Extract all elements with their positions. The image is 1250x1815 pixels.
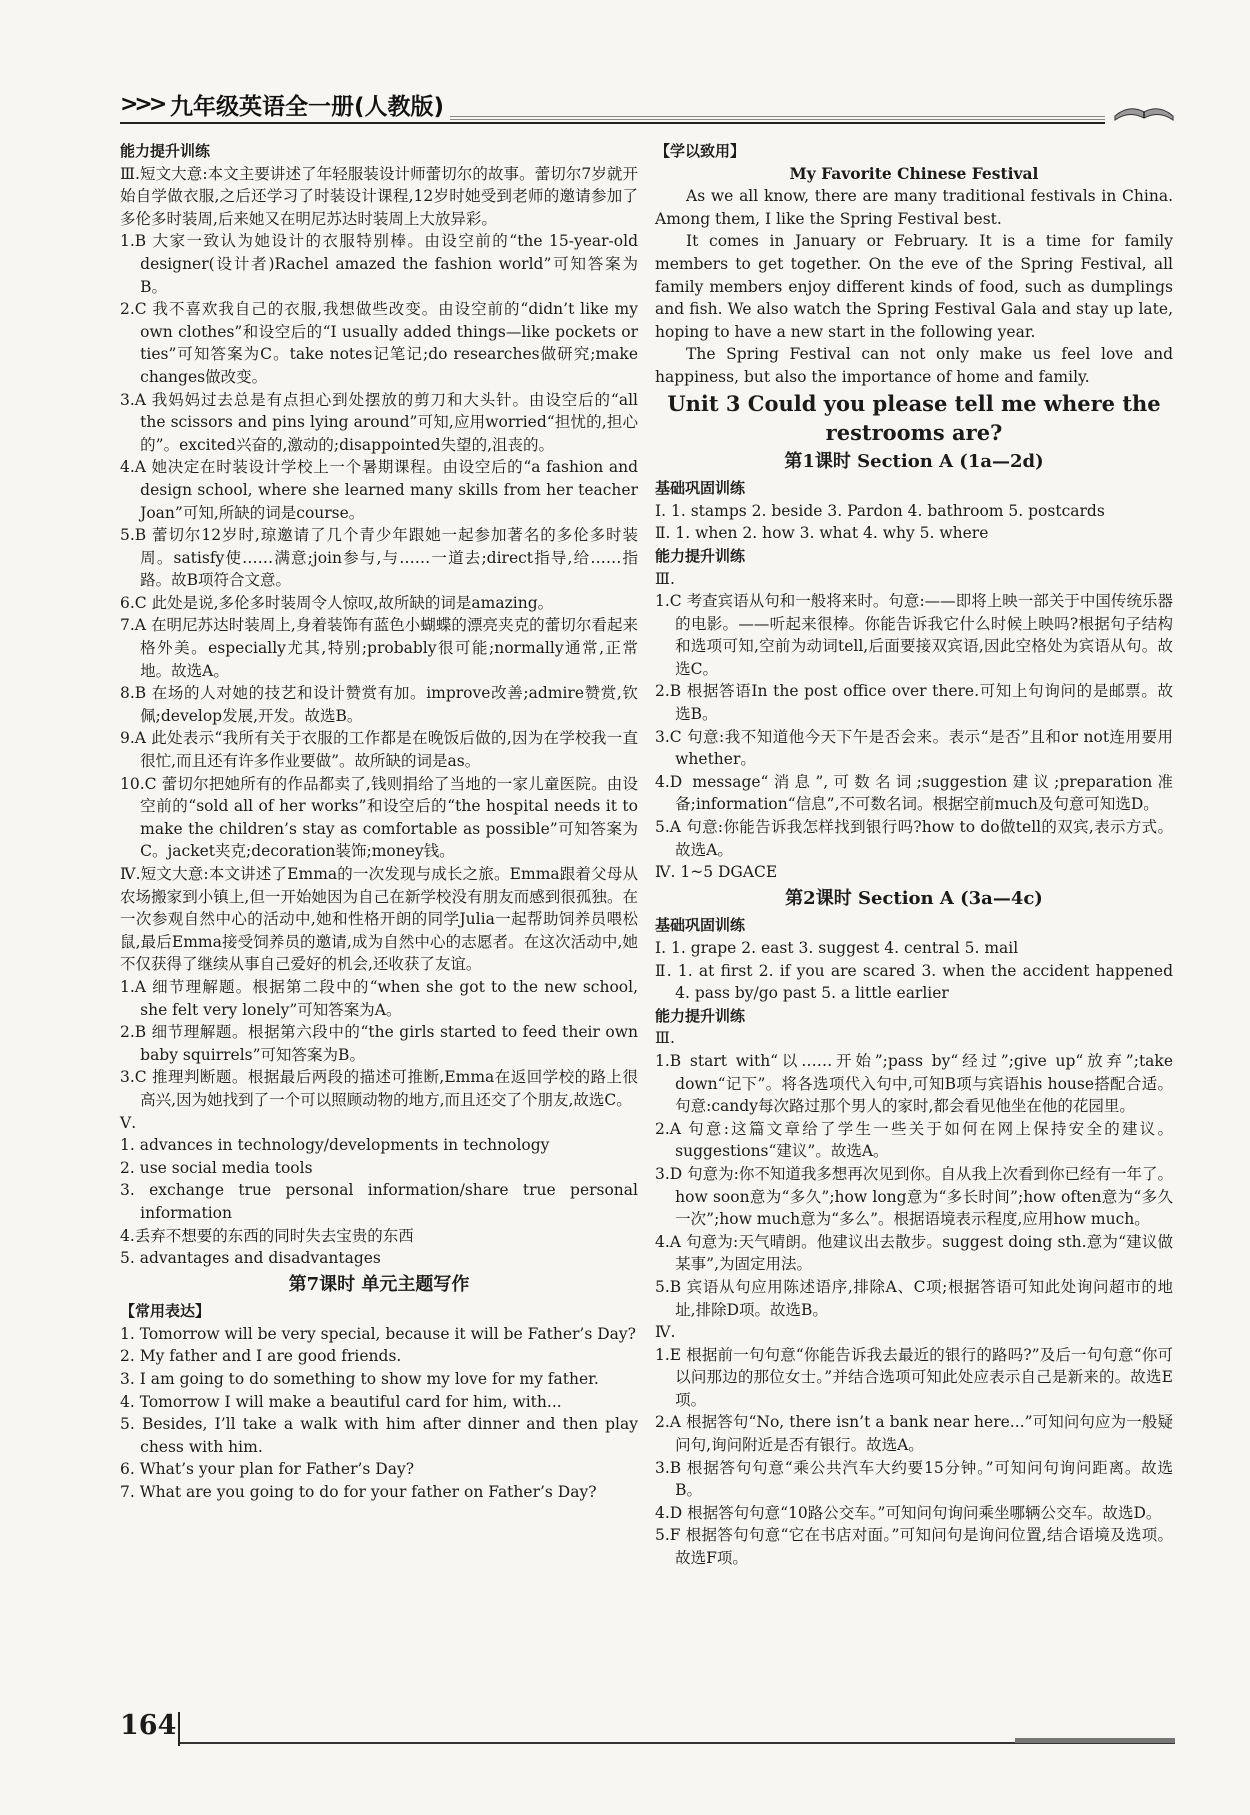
right-paragraph: 能力提升训练	[655, 546, 746, 565]
right-paragraph: 能力提升训练	[655, 1006, 746, 1025]
header-rule	[120, 122, 1105, 124]
left-paragraph: 6. What’s your plan for Father’s Day?	[120, 1460, 415, 1479]
page-footer	[120, 1710, 1175, 1750]
right-paragraph: Ⅱ. 1. at first 2. if you are scared 3. when the accident happened 4. pass by/go past 5. a little earlier	[655, 961, 1173, 1003]
left-column	[120, 140, 638, 1504]
right-paragraph: 第2课时 Section A (3a—4c)	[785, 887, 1043, 909]
right-paragraph: As we all know, there are many traditional festivals in China. Among them, I like the Spring Festival best.	[655, 187, 1173, 228]
left-paragraph: 5. Besides, I’ll take a walk with him after dinner and then play chess with him.	[120, 1415, 638, 1456]
book-title: 九年级英语全一册(人教版)	[170, 94, 445, 120]
right-paragraph: Ⅰ. 1. stamps 2. beside 3. Pardon 4. bathroom 5. postcards	[655, 501, 1105, 520]
left-paragraph: 5.B 蕾切尔12岁时,琼邀请了几个青少年跟她一起参加著名的多伦多时装周。satisfy使……满意;join参与,与……一道去;direct指导,给……指路。故B项符合文意。	[120, 526, 638, 590]
left-paragraph: 1.B 大家一致认为她设计的衣服特别棒。由设空前的“the 15-year-old designer(设计者)Rachel amazed the fashion world”可知答案为B。	[120, 232, 638, 296]
right-paragraph: 3.D 句意为:你不知道我多想再次见到你。自从我上次看到你已经有一年了。how soon意为“多久”;how long意为“多长时间”;how often意为“多久一次”;how much意为“多么”。根据语境表示程度,应用how much。	[655, 1164, 1173, 1229]
left-paragraph: 7. What are you going to do for your father on Father’s Day?	[120, 1483, 597, 1502]
left-paragraph: 【常用表达】	[120, 1302, 211, 1321]
chevrons-icon: >>>	[120, 92, 164, 117]
left-paragraph: 2.C 我不喜欢我自己的衣服,我想做些改变。由设空前的“didn’t like my own clothes”和设空后的“I usually added things—like pockets or ties”可知答案为C。take notes记笔记;do researches做研究;make changes做改变。	[120, 300, 638, 386]
right-paragraph: 3.C 句意:我不知道他今天下午是否会来。表示“是否”且和or not连用要用whether。	[655, 727, 1173, 769]
right-paragraph: 1.E 根据前一句句意“你能告诉我去最近的银行的路吗?”及后一句句意“你可以问那边的那位女士。”并结合选项可知此处应表示自己是新来的。故选E项。	[655, 1345, 1173, 1409]
left-paragraph: 2. use social media tools	[120, 1158, 313, 1177]
left-paragraph: 4.丢弃不想要的东西的同时失去宝贵的东西	[120, 1226, 414, 1245]
left-paragraph: 3. I am going to do something to show my love for my father.	[120, 1370, 599, 1389]
left-paragraph: 4. Tomorrow I will make a beautiful card for him, with...	[120, 1392, 562, 1411]
left-paragraph: 3.C 推理判断题。根据最后两段的描述可推断,Emma在返回学校的路上很高兴,因为她找到了一个可以照顾动物的地方,而且还交了个朋友,故选C。	[120, 1068, 638, 1109]
right-paragraph: 2.A 句意:这篇文章给了学生一些关于如何在网上保持安全的建议。suggestions“建议”。故选A。	[655, 1119, 1173, 1161]
right-paragraph: Ⅰ. 1. grape 2. east 3. suggest 4. central 5. mail	[655, 939, 1019, 957]
right-paragraph: Ⅲ.	[655, 569, 675, 588]
left-paragraph: 能力提升训练	[120, 142, 211, 160]
right-paragraph: 2.A 根据答句“No, there isn’t a bank near here...”可知问句应为一般疑问句,询问附近是否有银行。故选A。	[655, 1413, 1173, 1455]
right-paragraph: It comes in January or February. It is a time for family members to get together. On the eve of the Spring Festival, all family members enjoy different kinds of food, such as dumplings and fish. We also watch the Spring Festival Gala and stay up late, hoping to have a new start in the following year.	[655, 232, 1173, 341]
left-paragraph: 6.C 此处是说,多伦多时装周令人惊叹,故所缺的词是amazing。	[120, 593, 554, 612]
left-paragraph: Ⅲ.短文大意:本文主要讲述了年轻服装设计师蕾切尔的故事。蕾切尔7岁就开始自学做衣服,之后还学习了时装设计课程,12岁时她受到老师的邀请参加了多伦多时装周,后来她又在明尼苏达时装周上大放异彩。	[120, 164, 638, 228]
right-paragraph: 基础巩固训练	[655, 916, 746, 935]
right-paragraph: The Spring Festival can not only make us feel love and happiness, but also the importance of home and family.	[655, 345, 1173, 386]
header-rule-double	[450, 116, 1105, 120]
right-paragraph: My Favorite Chinese Festival	[789, 163, 1039, 183]
right-paragraph: 1.C 考查宾语从句和一般将来时。句意:——即将上映一部关于中国传统乐器的电影。——听起来很棒。你能告诉我它什么时候上映吗?根据句子结构和选项可知,空前为动词tell,后面要接双宾语,因此空格处为宾语从句。故选C。	[655, 592, 1173, 678]
left-paragraph: 1. advances in technology/developments in technology	[120, 1136, 550, 1155]
footer-rule-thick	[1015, 1738, 1175, 1743]
left-paragraph: Ⅴ.	[120, 1113, 137, 1132]
page-number: 164	[120, 1710, 177, 1741]
right-paragraph: 4.D message“消息”,可数名词;suggestion建议;preparation准备;information“信息”,不可数名词。根据空前much及句意可知选D。	[655, 772, 1173, 814]
right-paragraph: Ⅱ. 1. when 2. how 3. what 4. why 5. where	[655, 524, 989, 543]
right-paragraph: 4.A 句意为:天气晴朗。他建议出去散步。suggest doing sth.意为“建议做某事”,为固定用法。	[655, 1232, 1173, 1274]
right-paragraph: 4.D 根据答句句意“10路公交车。”可知问句询问乘坐哪辆公交车。故选D。	[655, 1503, 1162, 1522]
left-paragraph: 第7课时 单元主题写作	[288, 1273, 470, 1295]
left-paragraph: 5. advantages and disadvantages	[120, 1249, 381, 1268]
left-paragraph: 7.A 在明尼苏达时装周上,身着装饰有蓝色小蝴蝶的漂亮夹克的蕾切尔看起来格外美。especially尤其,特别;probably很可能;normally通常,正常地。故选A。	[120, 616, 638, 680]
right-paragraph: 1.B start with“以……开始”;pass by“经过”;give up“放弃”;take down“记下”。将各选项代入句中,可知B项与宾语his house搭配合适。句意:candy每次路过那个男人的家时,都会看见他坐在他的花园里。	[655, 1051, 1173, 1116]
left-paragraph: Ⅳ.短文大意:本文讲述了Emma的一次发现与成长之旅。Emma跟着父母从农场搬家到小镇上,但一开始她因为自己在新学校没有朋友而感到很孤独。在一次参观自然中心的活动中,她和性格开朗的同学Julia一起帮助饲养员喂松鼠,最后Emma接受饲养员的邀请,成为自然中心的志愿者。在这次活动中,她不仅获得了继续从事自己爱好的机会,还收获了友谊。	[120, 865, 638, 974]
right-paragraph: 基础巩固训练	[655, 479, 746, 498]
left-paragraph: 10.C 蕾切尔把她所有的作品都卖了,钱则捐给了当地的一家儿童医院。由设空前的“sold all of her works”和设空后的“the hospital needs it to make the children’s stay as comfortable as possible”可知答案为C。jacket夹克;decoration装饰;money钱。	[120, 774, 638, 861]
left-paragraph: 1. Tomorrow will be very special, because it will be Father’s Day?	[120, 1324, 636, 1343]
left-paragraph: 1.A 细节理解题。根据第二段中的“when she got to the new school, she felt very lonely”可知答案为A。	[120, 977, 638, 1019]
right-paragraph: 【学以致用】	[655, 142, 746, 160]
left-paragraph: 8.B 在场的人对她的技艺和设计赞赏有加。improve改善;admire赞赏,钦佩;develop发展,开发。故选B。	[120, 684, 638, 725]
right-paragraph: Unit 3 Could you please tell me where the restrooms are?	[667, 390, 1161, 445]
right-paragraph: 5.A 句意:你能告诉我怎样找到银行吗?how to do做tell的双宾,表示方式。故选A。	[655, 818, 1173, 859]
right-paragraph: Ⅲ.	[655, 1029, 675, 1048]
page-header	[120, 88, 1175, 128]
right-paragraph: 5.B 宾语从句应用陈述语序,排除A、C项;根据答语可知此处询问超市的地址,排除D项。故选B。	[655, 1277, 1173, 1319]
right-paragraph: Ⅳ.	[655, 1323, 676, 1342]
right-column	[655, 140, 1173, 1570]
left-paragraph: 2.B 细节理解题。根据第六段中的“the girls started to feed their own baby squirrels”可知答案为B。	[120, 1023, 638, 1064]
right-paragraph: Ⅳ. 1~5 DGACE	[655, 863, 778, 882]
right-paragraph: 3.B 根据答句句意“乘公共汽车大约要15分钟。”可知问句询问距离。故选B。	[655, 1458, 1173, 1500]
left-paragraph: 4.A 她决定在时装设计学校上一个暑期课程。由设空后的“a fashion and design school, where she learned many skills from her teacher Joan”可知,所缺的词是course。	[120, 458, 638, 522]
left-paragraph: 3.A 我妈妈过去总是有点担心到处摆放的剪刀和大头针。由设空后的“all the scissors and pins lying around”可知,应用worried“担忧的,担心的”。excited兴奋的,激动的;disappointed失望的,沮丧的。	[120, 390, 638, 454]
left-paragraph: 2. My father and I are good friends.	[120, 1347, 402, 1366]
right-paragraph: 2.B 根据答语In the post office over there.可知上句询问的是邮票。故选B。	[655, 682, 1173, 724]
left-paragraph: 9.A 此处表示“我所有关于衣服的工作都是在晚饭后做的,因为在学校我一直很忙,而且还有许多作业要做”。故所缺的词是as。	[120, 729, 638, 771]
right-paragraph: 第1课时 Section A (1a—2d)	[784, 450, 1044, 472]
right-paragraph: 5.F 根据答句句意“它在书店对面。”可知问句是询问位置,结合语境及选项。故选F项。	[655, 1526, 1173, 1568]
open-book-icon	[1113, 94, 1175, 124]
left-paragraph: 3. exchange true personal information/share true personal information	[120, 1181, 638, 1222]
footer-bar	[178, 1712, 180, 1746]
